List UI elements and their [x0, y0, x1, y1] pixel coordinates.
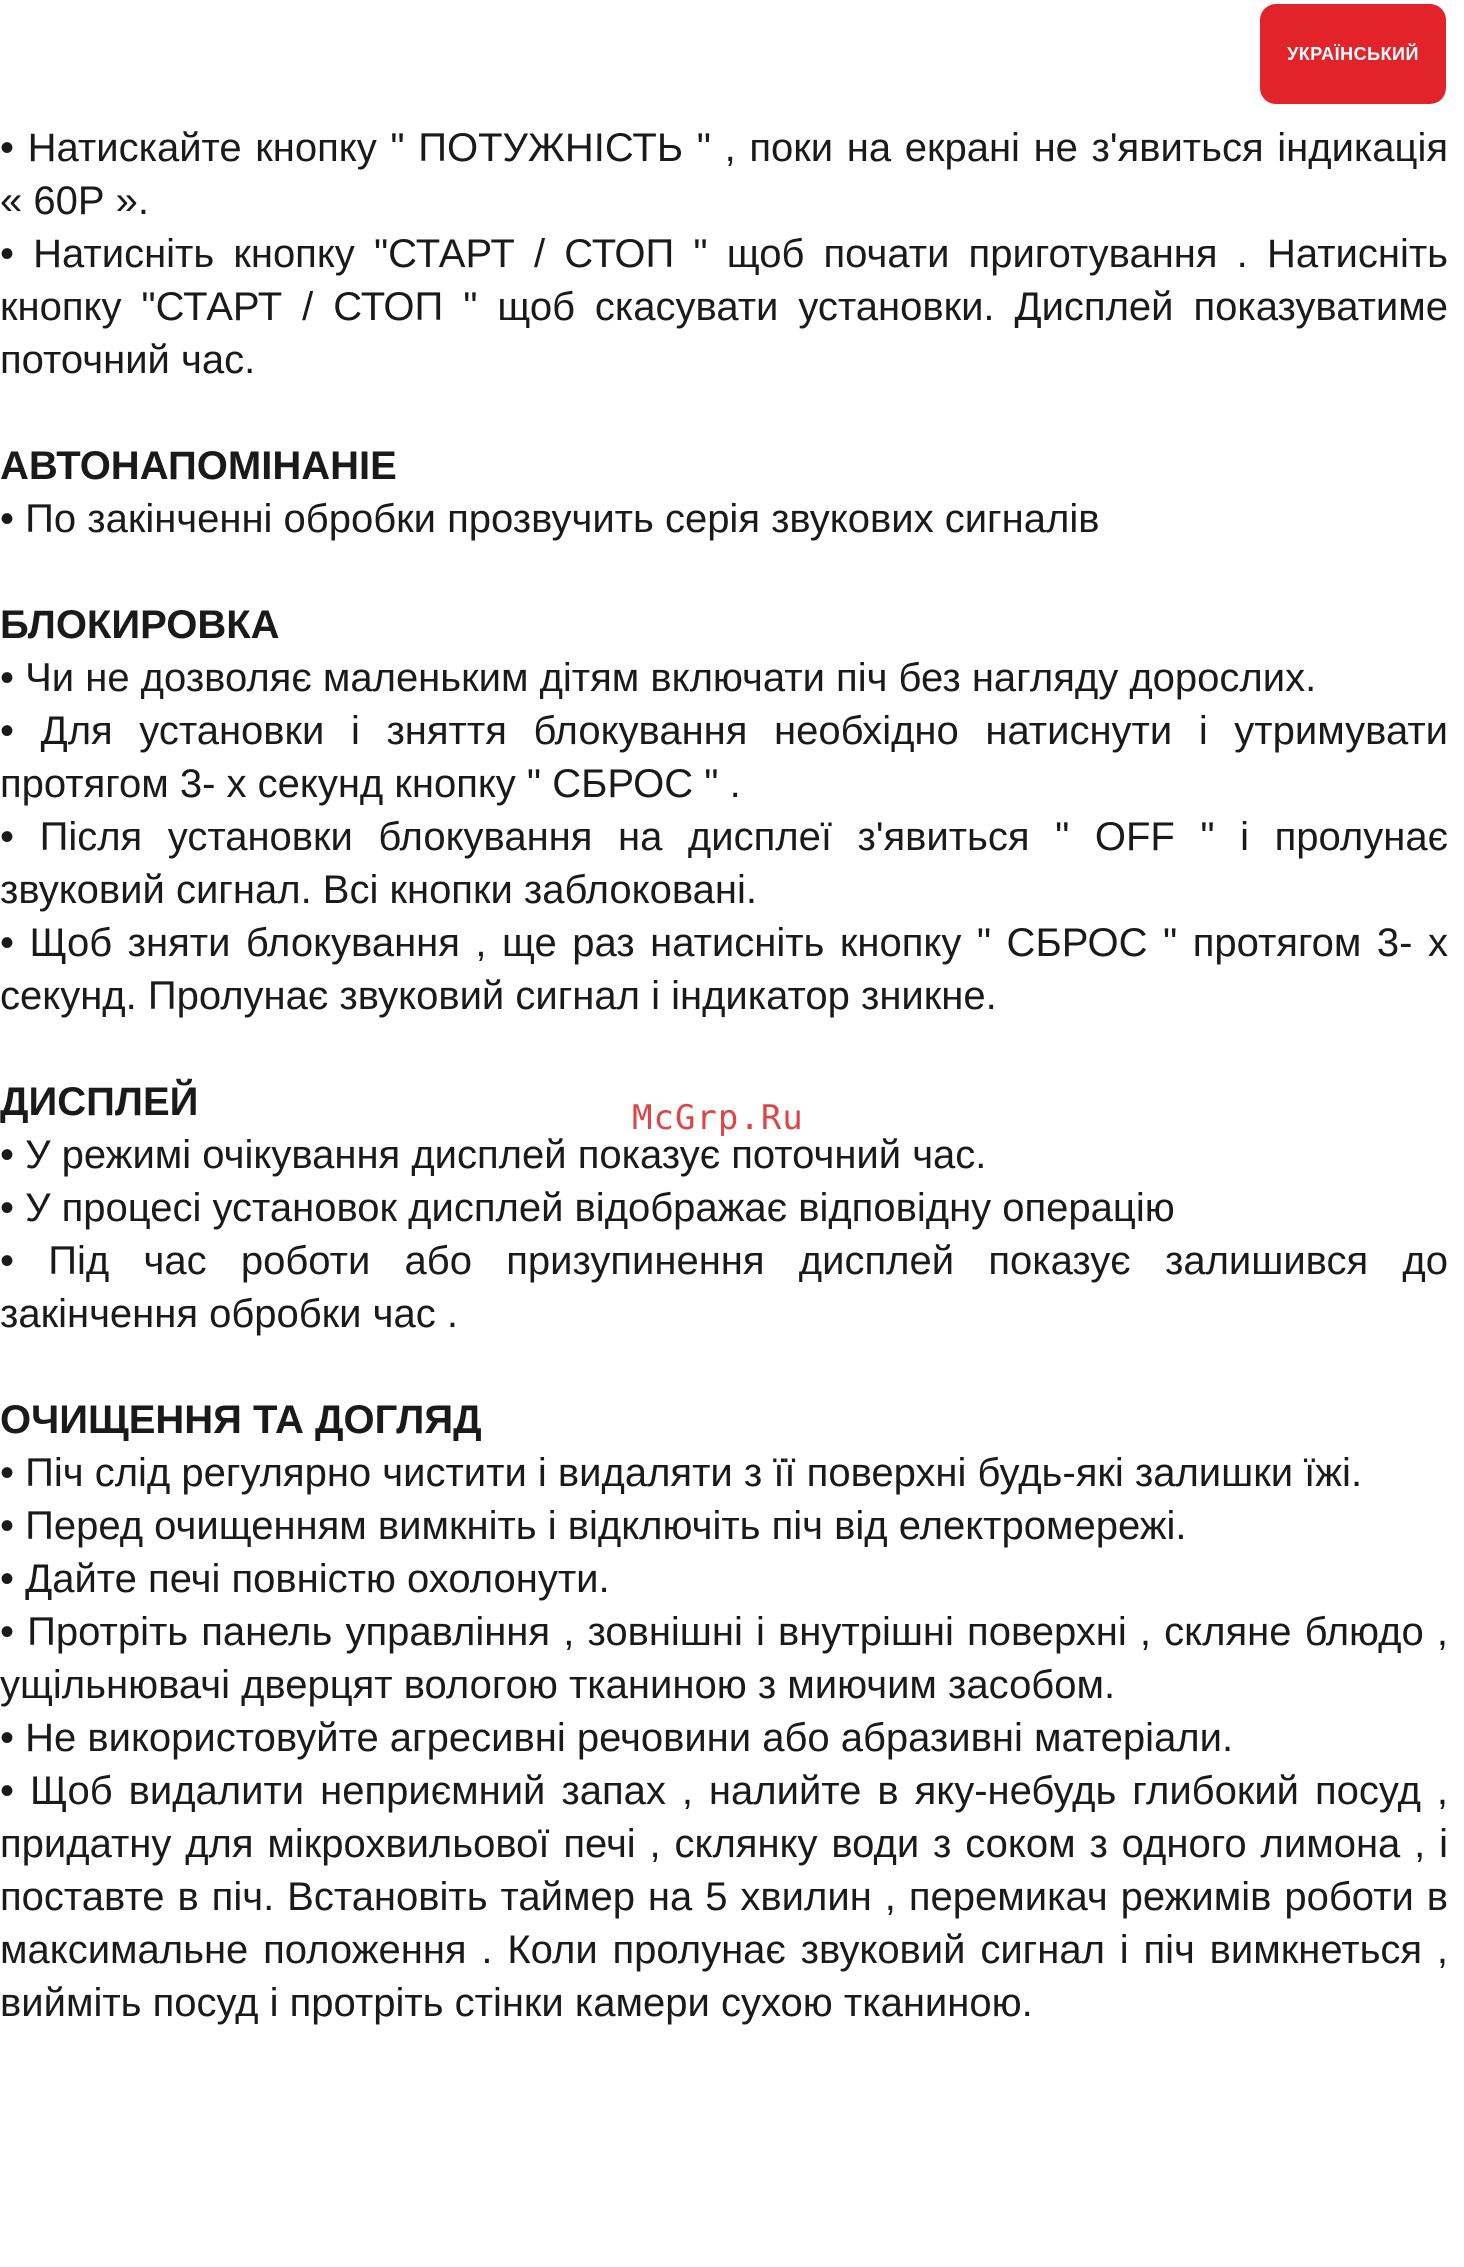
- intro-start-stop-instruction: • Натисніть кнопку "СТАРТ / СТОП " щоб почати приготування . Натисніть кнопку "СТАРТ / СТОП " щоб скасувати установки. Дисплей показуватиме поточний час.: [0, 232, 1448, 382]
- section-gap: [0, 387, 1448, 440]
- cleaning-text-4: • Протріть панель управління , зовнішні і внутрішні поверхні , скляне блюдо , ущільнювачі дверцят вологою тканиною з миючим засобом.: [0, 1610, 1448, 1707]
- section-gap: [0, 1023, 1448, 1076]
- cleaning-text-3: • Дайте печі повністю охолонути.: [0, 1557, 610, 1601]
- intro-power-instruction: • Натискайте кнопку " ПОТУЖНІСТЬ " , поки на екрані не з'явиться індикація « 60Р ».: [0, 126, 1448, 223]
- lock-text-2: • Для установки і зняття блокування необхідно натиснути і утримувати протягом 3- х секунд кнопку " СБРОС " .: [0, 709, 1448, 806]
- cleaning-heading: ОЧИЩЕННЯ ТА ДОГЛЯД: [0, 1398, 482, 1442]
- display-text-3: • Під час роботи або призупинення дисплей показує залишився до закінчення обробки час .: [0, 1239, 1448, 1336]
- autoreminder-heading: АВТОНАПОМІНАНІЕ: [0, 444, 397, 488]
- lock-text-4: • Щоб зняти блокування , ще раз натисніть кнопку " СБРОС " протягом 3- х секунд. Пролунає звуковий сигнал і індикатор зникне.: [0, 921, 1448, 1018]
- cleaning-text-2: • Перед очищенням вимкніть і відключіть піч від електромережі.: [0, 1504, 1187, 1548]
- manual-page-content: [0, 122, 1448, 2030]
- cleaning-text-1: • Піч слід регулярно чистити і видаляти з її поверхні будь-які залишки їжі.: [0, 1451, 1363, 1495]
- section-gap: [0, 1341, 1448, 1394]
- display-text-2: • У процесі установок дисплей відображає відповідну операцію: [0, 1186, 1175, 1230]
- cleaning-text-5: • Не використовуйте агресивні речовини або абразивні матеріали.: [0, 1716, 1234, 1760]
- watermark: McGrp.Ru: [632, 1098, 804, 1138]
- display-text-1: • У режимі очікування дисплей показує поточний час.: [0, 1133, 987, 1177]
- autoreminder-text: • По закінченні обробки прозвучить серія звукових сигналів: [0, 497, 1100, 541]
- lock-text-3: • Після установки блокування на дисплеї з'явиться " OFF " і пролунає звуковий сигнал. Всі кнопки заблоковані.: [0, 815, 1448, 912]
- language-badge: УКРАЇНСЬКИЙ: [1260, 4, 1446, 104]
- cleaning-text-6: • Щоб видалити неприємний запах , налийте в яку-небудь глибокий посуд , придатну для мікрохвильової печі , склянку води з соком з одного лимона , і поставте в піч. Встановіть таймер на 5 хвилин , перемикач режимів роботи в максимальне положення . Коли пролунає звуковий сигнал і піч вимкнеться , вийміть посуд і протріть стінки камери сухою тканиною.: [0, 1769, 1448, 2025]
- lock-heading: БЛОКИРОВКА: [0, 603, 280, 647]
- lock-text-1: • Чи не дозволяє маленьким дітям включати піч без нагляду дорослих.: [0, 656, 1317, 700]
- display-heading: ДИСПЛЕЙ: [0, 1080, 199, 1124]
- section-gap: [0, 546, 1448, 599]
